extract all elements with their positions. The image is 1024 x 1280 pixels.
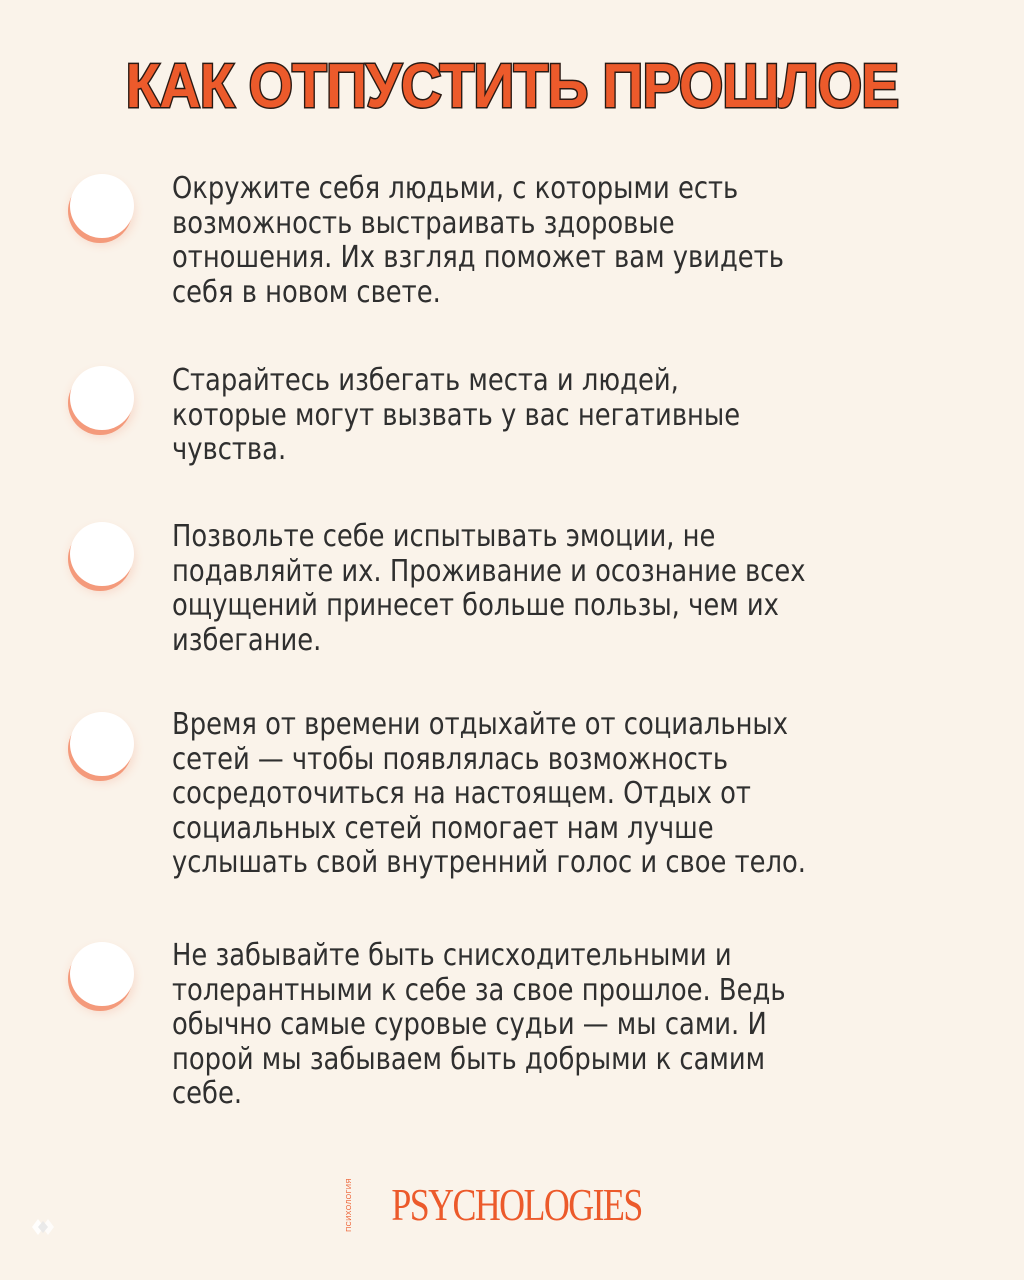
circle-bullet-icon (70, 366, 134, 430)
diamond-logo-icon (26, 1215, 62, 1239)
list-item: Не забывайте быть снисходительными и толерантными к себе за свое прошлое. Ведь обычно самые суровые судьи — мы сами. И порой мы забываем быть добрыми к самим себе. (172, 938, 786, 1111)
circle-bullet-icon (70, 712, 134, 776)
list-item: Время от времени отдыхайте от социальных сетей — чтобы появлялась возможность сосредоточиться на настоящем. Отдых от социальных сетей помогает нам лучше услышать свой внутренний голос и свое тело. (172, 707, 807, 880)
circle-bullet-icon (70, 942, 134, 1006)
list-item: Окружите себя людьми, с которыми есть возможность выстраивать здоровые отношения. Их взгляд поможет вам увидеть себя в новом свете. (172, 171, 784, 310)
circle-bullet-icon (70, 522, 134, 586)
logo-main-text: PSYCHOLOGIES (391, 1178, 643, 1230)
circle-bullet-icon (70, 174, 134, 238)
brand-logo (0, 1178, 1024, 1236)
list-item: Старайтесь избегать места и людей, которые могут вызвать у вас негативные чувства. (172, 363, 741, 467)
logo-small-text: ПСИХОЛОГИЯ (346, 1178, 354, 1232)
list-item: Позвольте себе испытывать эмоции, не подавляйте их. Проживание и осознание всех ощущений принесет больше пользы, чем их избегание. (172, 519, 806, 658)
page-title: КАК ОТПУСТИТЬ ПРОШЛОЕ (125, 52, 899, 121)
